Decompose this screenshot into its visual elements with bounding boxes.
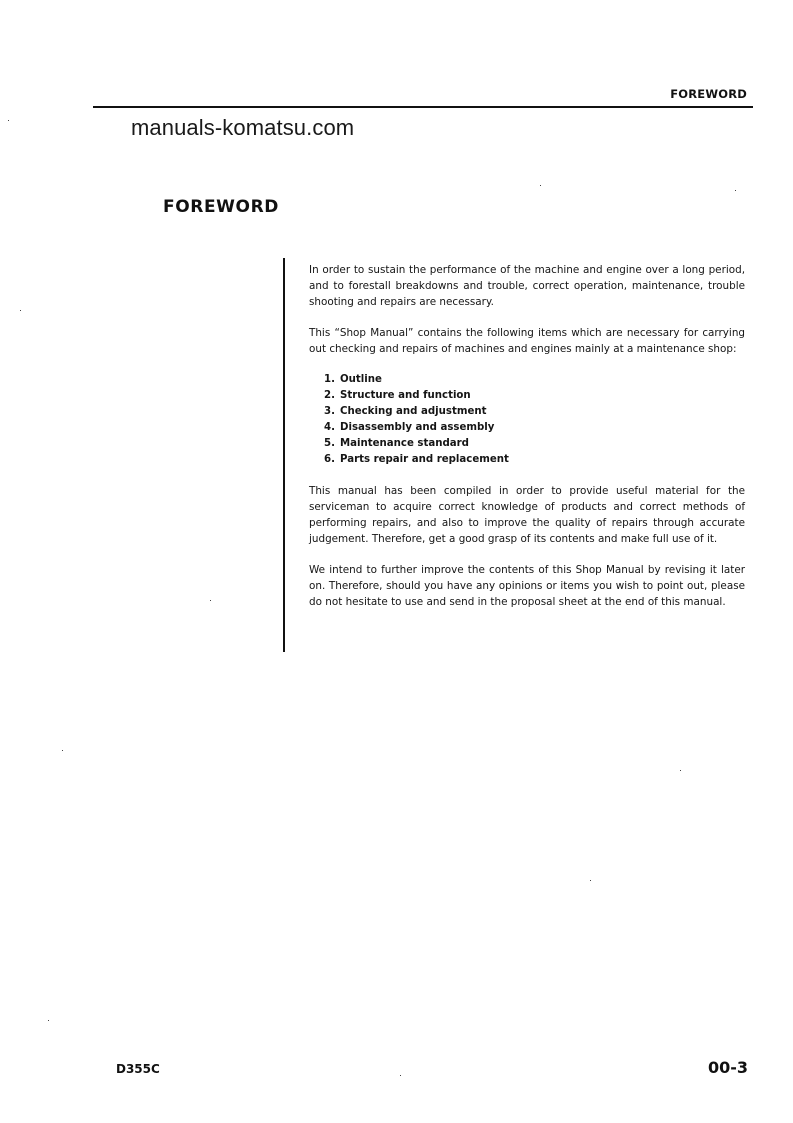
- header-rule: [93, 106, 753, 108]
- running-head: FOREWORD: [670, 87, 747, 101]
- contents-intro-paragraph: This “Shop Manual” contains the following items which are necessary for carrying out checking and repairs of machines and engines mainly at a maintenance shop:: [309, 327, 745, 355]
- body-text: [309, 262, 745, 625]
- scan-speck: [590, 880, 591, 881]
- list-item-label: Outline: [340, 374, 382, 385]
- list-item: [324, 388, 745, 404]
- list-item-label: Structure and function: [340, 390, 471, 401]
- list-item-label: Disassembly and assembly: [340, 422, 495, 433]
- contents-list: [309, 372, 745, 468]
- list-item-number: 1.: [324, 374, 335, 385]
- side-rule: [283, 258, 285, 652]
- list-item-number: 5.: [324, 438, 335, 449]
- footer-page-number: 00-3: [707, 1058, 748, 1077]
- list-item-label: Parts repair and replacement: [340, 454, 509, 465]
- list-item: [324, 372, 745, 388]
- scan-speck: [680, 770, 681, 771]
- footer-model: D355C: [116, 1062, 160, 1076]
- purpose-paragraph: This manual has been compiled in order to provide useful material for the serviceman to acquire correct knowledge of products and correct methods of performing repairs, and also to improve the quality of repairs through accurate judgement. Therefore, get a good grasp of its contents and make full use of it.: [309, 485, 745, 545]
- feedback-paragraph: We intend to further improve the contents of this Shop Manual by revising it later on. Therefore, should you have any opinions or items you wish to point out, please do not hesitate to use and send in the proposal sheet at the end of this manual.: [309, 564, 745, 608]
- scan-speck: [62, 750, 63, 751]
- list-item-label: Checking and adjustment: [340, 406, 487, 417]
- list-item-number: 2.: [324, 390, 335, 401]
- list-item: [324, 404, 745, 420]
- list-item: [324, 420, 745, 436]
- list-item-number: 4.: [324, 422, 335, 433]
- intro-paragraph: In order to sustain the performance of the machine and engine over a long period, and to forestall breakdowns and trouble, correct operation, maintenance, trouble shooting and repairs are necessary.: [309, 264, 745, 308]
- scan-speck: [400, 1075, 401, 1076]
- page-title: FOREWORD: [163, 197, 279, 217]
- list-item-number: 6.: [324, 454, 335, 465]
- watermark: manuals-komatsu.com: [131, 115, 355, 140]
- scan-speck: [8, 120, 9, 121]
- scan-speck: [210, 600, 211, 601]
- scan-speck: [20, 310, 21, 311]
- list-item-number: 3.: [324, 406, 335, 417]
- list-item: [324, 436, 745, 452]
- list-item-label: Maintenance standard: [340, 438, 469, 449]
- list-item: [324, 452, 745, 468]
- scan-speck: [735, 190, 736, 191]
- scan-speck: [48, 1020, 49, 1021]
- scan-speck: [540, 185, 541, 186]
